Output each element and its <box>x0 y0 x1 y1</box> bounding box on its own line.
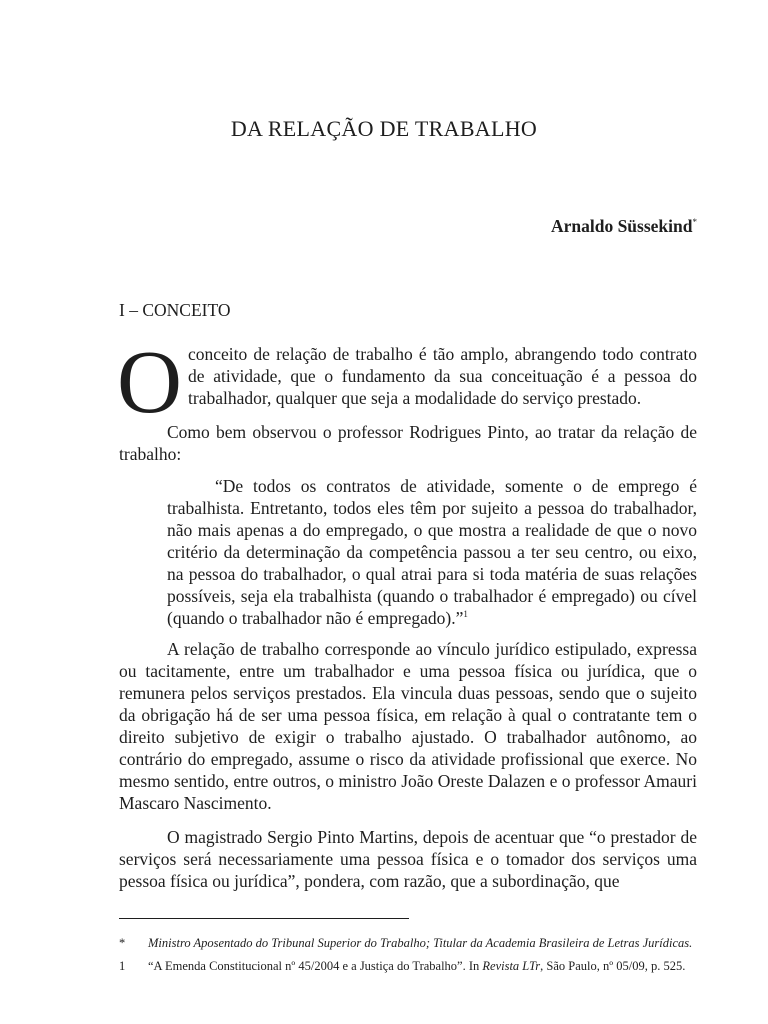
footnote-ref-1: 1 <box>463 609 468 619</box>
paragraph-2: Como bem observou o professor Rodrigues Pinto, ao tratar da relação de trabalho: <box>119 422 697 464</box>
author-line <box>551 216 697 237</box>
author-footnote-mark: * <box>692 217 697 227</box>
author-name: Arnaldo Süssekind <box>550 216 693 236</box>
footnote-1 <box>119 958 697 974</box>
footnote-divider <box>119 918 409 919</box>
footnote-text-before: “A Emenda Constitucional nº 45/2004 e a Justiça do Trabalho”. In <box>148 959 483 973</box>
footnote-mark: * <box>119 936 126 950</box>
footnotes <box>119 935 697 981</box>
paragraph-1 <box>117 333 697 432</box>
paragraph-1-text: conceito de relação de trabalho é tão amplo, abrangendo todo contrato de atividade, que o fundamento da sua conceituação é a pessoa do trabalhador, qualquer que seja a modalidade do serviço prestado. <box>188 344 697 408</box>
article-title: DA RELAÇÃO DE TRABALHO <box>230 116 538 141</box>
section-heading: I – CONCEITO <box>119 300 231 320</box>
block-quote-text: “De todos os contratos de atividade, somente o de emprego é trabalhista. Entretanto, todos eles têm por sujeito a pessoa do trabalhador, não mais apenas a do empregado, o que mostra a realidade de que o novo critério da determinação da competência passou a ter seu centro, ou eixo, na pessoa do trabalhador, o qual atrai para si toda matéria de suas relações possíveis, seja ela trabalhista (quando o trabalhador é empregado) ou cível (quando o trabalhador não é empregado).” <box>167 476 697 628</box>
footnote-author <box>119 935 697 951</box>
block-quote <box>167 475 697 629</box>
footnote-text: Ministro Aposentado do Tribunal Superior do Trabalho; Titular da Academia Brasileira de Letras Jurídicas. <box>148 936 693 950</box>
paragraph-3: A relação de trabalho corresponde ao vínculo jurídico estipulado, expressa ou tacitamente, entre um trabalhador e uma pessoa física ou jurídica, que o remunera pelos serviços prestados. Ela vincula duas pessoas, sendo que o sujeito da obrigação há de ser uma pessoa física, em relação à qual o contratante tem o direito subjetivo de exigir o trabalho ajustado. O trabalhador autônomo, ao contrário do empregado, assume o risco da atividade profissional que exerce. No mesmo sentido, entre outros, o ministro João Oreste Dalazen e o professor Amauri Mascaro Nascimento. <box>119 639 697 813</box>
footnote-journal: Revista LTr <box>482 959 541 973</box>
footnote-text-after: , São Paulo, nº 05/09, p. 525. <box>540 959 686 973</box>
drop-cap: O <box>117 333 182 432</box>
footnote-mark: 1 <box>119 959 126 973</box>
article-body <box>117 333 697 892</box>
paragraph-4: O magistrado Sergio Pinto Martins, depois de acentuar que “o prestador de serviços será necessariamente uma pessoa física e o tomador dos serviços uma pessoa física ou jurídica”, pondera, com razão, que a subordinação, que <box>119 827 697 891</box>
